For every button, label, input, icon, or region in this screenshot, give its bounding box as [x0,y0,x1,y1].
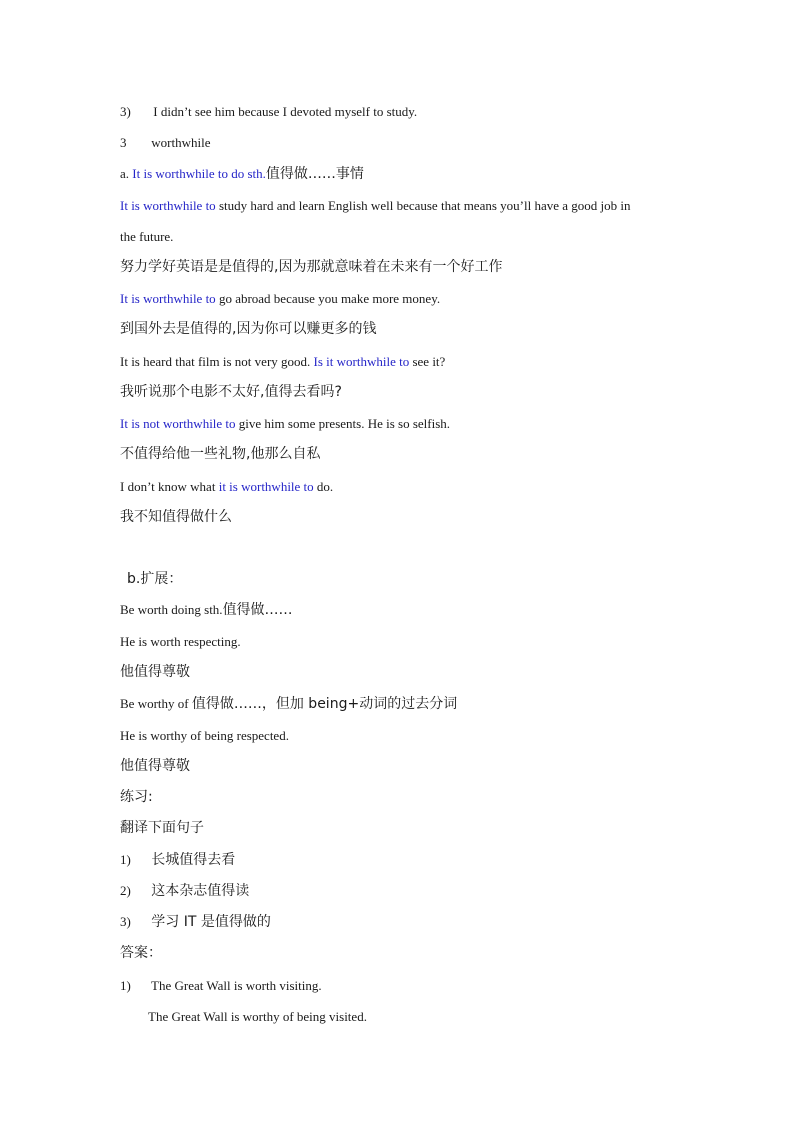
example-sentence [120,291,440,307]
sentence-text: go abroad because you make more money. [215,291,441,306]
exercise-title: 练习: [120,789,153,805]
answer-item [120,978,322,994]
example-sentence [120,416,450,432]
example-sentence [120,354,445,370]
answer-title: 答案： [120,945,162,961]
translation-text: 到国外去是值得的,因为你可以赚更多的钱 [120,321,377,337]
item-text: The Great Wall is worth visiting. [151,978,322,993]
rule-line [120,696,457,712]
example-sentence [120,728,289,744]
translation-text: 努力学好英语是是值得的,因为那就意味着在未来有一个好工作 [120,259,503,275]
item-text: I didn’t see him because I devoted myself to study. [153,104,418,119]
highlight-phrase: It is worthwhile to [120,198,216,213]
item-number: 3) [120,914,131,929]
answer-item-alternate [148,1009,367,1025]
example-sentence [120,634,241,650]
sentence-text: see it? [409,354,446,369]
item-number: 3) [120,104,131,119]
translation-text: 不值得给他一些礼物,他那么自私 [120,446,321,462]
item-number: 1) [120,978,131,993]
exercise-instruction [120,820,204,836]
translation-text: 我不知值得做什么 [120,509,232,525]
section-heading [120,135,210,151]
item-text: The Great Wall is worthy of being visited. [148,1009,367,1024]
sentence-text: I don’t know what [120,479,219,494]
item-text: 学习 IT 是值得做的 [151,914,271,930]
translation-line [120,758,190,774]
numbered-item [120,104,417,120]
highlight-phrase: Is it worthwhile to [313,354,410,369]
sentence-text: give him some presents. He is so selfish. [235,416,451,431]
example-sentence [120,198,631,214]
exercise-item [120,852,235,868]
rule-pattern: Be worth doing sth. [120,602,223,617]
translation-text: 他值得尊敬 [120,664,190,680]
example-sentence-continued [120,229,173,245]
rule-line [120,166,364,182]
translation-text: 他值得尊敬 [120,758,190,774]
rule-label: a. [120,166,133,181]
sentence-text: He is worth respecting. [120,634,241,649]
translation-line [120,259,502,275]
exercise-heading [120,789,153,805]
rule-meaning: 值得做…… [222,602,293,618]
sentence-text: He is worthy of being respected. [120,728,289,743]
answer-heading [120,945,162,961]
sentence-text: the future. [120,229,174,244]
translation-text: 我听说那个电影不太好,值得去看吗? [120,384,342,400]
rule-pattern: Be worthy of [120,696,192,711]
example-sentence [120,479,333,495]
highlight-phrase: it is worthwhile to [218,479,314,494]
highlight-phrase: It is worthwhile to [120,291,216,306]
sentence-text: do. [313,479,334,494]
section-number: 3 [120,135,127,150]
exercise-item [120,883,249,899]
sentence-text: It is heard that film is not very good. [120,354,314,369]
item-text: 这本杂志值得读 [151,883,250,899]
instruction-text: 翻译下面句子 [120,820,204,836]
translation-line [120,509,232,525]
item-number: 1) [120,852,131,867]
sentence-text: study hard and learn English well because that means you’ll have a good job in [215,198,631,213]
subsection-title: b.扩展： [127,571,183,587]
item-number: 2) [120,883,131,898]
item-text: 长城值得去看 [151,852,236,868]
exercise-item [120,914,271,930]
section-title: worthwhile [151,135,211,150]
translation-line [120,384,342,400]
subsection-heading [127,571,182,587]
translation-line [120,664,190,680]
highlight-phrase: It is not worthwhile to [120,416,236,431]
rule-line [120,602,293,618]
rule-meaning: 值得做……，但加 being+动词的过去分词 [191,696,458,712]
translation-line [120,446,320,462]
translation-line [120,321,376,337]
rule-pattern: It is worthwhile to do sth. [132,166,266,181]
rule-meaning: 值得做……事情 [265,166,364,182]
